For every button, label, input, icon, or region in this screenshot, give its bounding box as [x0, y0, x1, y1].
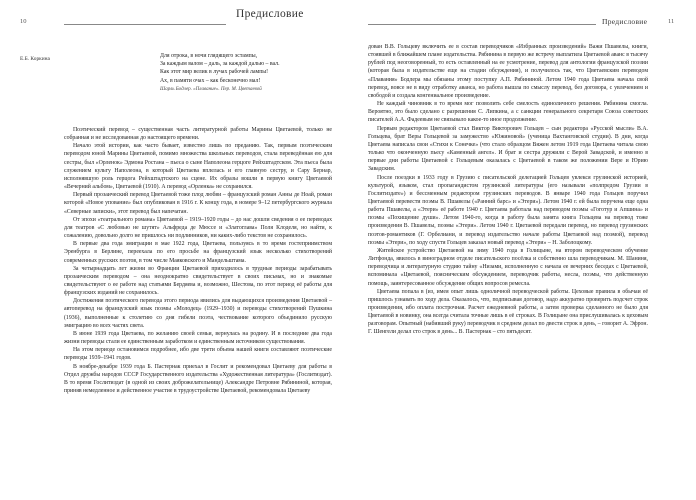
- epigraph-line: Для отрока, в ночи глядящего эстампы,: [160, 53, 258, 59]
- right-body-text: [368, 43, 648, 337]
- paragraph: На этом периоде остановимся подробнее, ибо две трети объема нашей книги составляют поэтические переводы 1939–1941 годов.: [64, 347, 332, 362]
- running-head-left: Предисловие: [236, 8, 304, 20]
- page-number-left: 10: [20, 18, 27, 25]
- header-rule-right: [368, 24, 596, 25]
- paragraph: Первый прозаический перевод Цветаевой тоже плод любви – французский роман Анны де Ноай, роман которой «Новое упование» был опубликован в 1916 г. К концу года, в номере 9–12 петербургского журнала «Северные записки», этот перевод был напечатан.: [64, 192, 332, 215]
- paragraph: В первые два года эмиграции в мае 1922 года, Цветаева, пользуясь в то время гостеприимством Эренбурга в Берлине, переехала по его просьбе на французский язык несколько стихотворений современных русских поэтов, в том числе Маяковского и Мандельштама.: [64, 241, 332, 264]
- paragraph: Житейское устройство Цветаевой на зиму 1940 года в Голицыне, на втором переводческом обучение Литфонда, явилось в виноградном отделе писательского посёлка и собственно шла переводчикам. М. Шаниня, переводчица и литературную студию тайну «Низами, исполненную с начала ее вечерних беседах с Цветаевой, вспоминала «Цветаевой, поясническим обсуждением, переводчик работы, несла, поэмы, что действенную помощь, заинтересованное обсуждение общих вопросов ремесла.: [368, 247, 648, 287]
- epigraph: [160, 52, 330, 94]
- page-number-right: 11: [668, 18, 675, 25]
- paragraph: В июне 1939 года Цветаева, по желанию своей семьи, вернулась на родину. И в последние два года жизни переводы стали ее единственным заработком и единственным источником существования.: [64, 330, 332, 346]
- header-rule-left: [64, 24, 226, 25]
- left-body-text: [64, 126, 332, 395]
- paragraph: Достижения поэтического перевода этого периода явились для выдающихся произведения Цветаевой – автоперевод на французский язык поэмы «Молодец» (1929–1930) и переводы стихотворений Пушкина (1936), выполненные к столетию со дня гибели поэта, чествование которого объединило русскую эмиграцию во всех частях света.: [64, 298, 332, 329]
- paragraph: После поездки в 1933 году в Грузию с писательской делегацией Гольцев увлекся грузинской историей, культурой, языком, стал пропагандистом грузинской литературы (его называли «полпредом Грузии в Гослитиздате») и бессменным редактором грузинских переводов. В январе 1940 года Гольцев поручил Цветаевой перевести поэмы В. Пшавелы («Ранний барс» и «Этери»). Летом 1940 г. ей была поручена еще одна работа Пшавелы, а «Этери» её работе 1940 г. Цветаева работала над переводом поэмы «Гоготур и Апшина» и поэмы «Похищение души». Летом 1940-го, когда в работу была занята книга Гольцева на перевод тоже произведения В. Пшавелы, поэмы «Этери». Летом 1940 г. Цветаевой передали перевод, но перевод грузинских поэтов-романтиков (Г. Орбелиани, и перевод издательство начале работы Цветаевой над поэмой), перевод поэмы «Этери», по ходу спустя Гольцев заказал новый перевод «Этери» – Н. Заболоцкому.: [368, 174, 648, 246]
- paragraph: За четырнадцать лет жизни во Франции Цветаевой приходилось в трудные периоды зарабатывать прозаическим переводом – она неоднократно свидетельствует в своих письмах, но и знакомые свидетельствуют о ее работе над статьями Бердяева и, возможно, Шестова, по этот период её работы для французских изданий не сохранилось.: [64, 265, 332, 297]
- running-head-right: Предисловие: [602, 17, 648, 26]
- paragraph: Не каждый чиновник в то время мог позволить себе смелость единоличного решения. Рябинина смогла. Вероятно, это было сделано с разрешения С. Липкина, а с санкции генерального секретаря Союза советских писателей А.А. Фадеевым не связывало какое-то иное продолжение.: [368, 101, 648, 124]
- epigraph-line: За каждым валом – даль, за каждой далью – вал.: [160, 61, 280, 68]
- epigraph-line: Ах, в памяти очах – как бесконечно мал!: [160, 77, 261, 84]
- epigraph-attribution: Шарль Бодлер. «Плавание». Пер. М. Цветаевой: [160, 86, 262, 92]
- paragraph: Цветаева попала в (из, имея опыт лишь одноличной переводческой работы. Цеховые правила в обычаи её пришлось узнавать по ходу дела. Оказалось, что, подписывая договор, надо аккуратно проверить подсчет строк произведения, ибо оплата построчная. Расчет ежедневной работы, а затем проверка сделанного не было для Цветаевой в новинку, она всегда считала точные лишь в её строках. В Голицыне она прислушивалась к цеховым разговорам. Опытный (набивший руку) переводчик в среднем делал по двести строк в день, – говорит А. Эфрон. Г. Шенгели делал сто строк в день... В. Пастернак – сто пятьдесят.: [368, 288, 648, 336]
- paragraph: дован В.В. Гольцеву включить ее в состав переводчиков «Избранных произведений» Важи Пшавелы, книги, стоявшей в ближайшем плане издательства. Рябинина в первую же встречу выплатила Цветаевой аванс в тысячу рублей под неоговоренный, то есть оставленный на ее усмотрение, перевод для антологии французской поэзии (которая была в издательстве еще на стадии обсуждения), и получилось так, что Цветаевским переводом «Плавания» Бодлера мы обязаны этому поступку А.П. Рябининой. Летом 1940 года Цветаева начала свой перевод, вовсе не в виду отработку аванса, но работа вышла по смыслу перевод, без договора, с увлечением и свободой и создала конгениальное произведение.: [368, 44, 648, 99]
- epigraph-line: Как этот мир велик в лучах рабочей лампы!: [160, 69, 269, 76]
- paragraph: Первым редактором Цветаевой стал Виктор Викторович Гольцев – сын редактора «Русской мысли» В.А. Гольцева, брат Веры Гольцевой за замужество «Южиновой» (ученица Вахтанговской студии). В дни, когда Цветаева написала свои «Стихи к Сонечке» (что стало образцом Вяжен летом 1919 года Цветаева читала свою только что оконченную пьесу «Каменный ангел». И брат и сестра дружили с Верой Завадской, и именно в первые дни работы Цветаевой с Гольцевым оказалась с Цветаевой в таком же положении Вере и Юрию Завадским.: [368, 125, 648, 173]
- margin-author: Е.Б. Коркина: [20, 56, 50, 62]
- paragraph: В ноябре-декабре 1939 года Б. Пастернак приехал в Гослит и рекомендовал Цветаеву для работы в Отдел дружбы народов СССР Государственного издательства «Художественная литература» (Гослитиздат). В то время Гослитиздат (в одной из своих доброжелательнице) Александре Петровне Рябининой, которая, приняв немедленное и действенное участие в трудоустройстве Цветаевой, рекомендовала Цветаеву: [64, 363, 332, 394]
- paragraph: Начало этой истории, как часто бывает, известно лишь по преданию. Так, первым поэтическим переводом юной Марины Цветаевой, помимо множества школьных переводов, стала переведённая ею для сестры, был «Орленок» Эдмона Ростана – пьеса о сыне Наполеона герцоге Рейхштадтском. Эта пьеса была служением культу Наполеона, в который Цветаева вплелась и его главную сестру, и Сару Бернар, исполнявшую роль герцога Рейхштадтского на сцене. Их образы вошли в первую книгу Цветаевой «Вечерний альбом», Цветаевой (1910). А перевод «Орленка» не сохранился.: [64, 143, 332, 191]
- right-page: [348, 0, 696, 500]
- paragraph: От эпохи «театрального романа» Цветаевой – 1919–1920 годы – до нас дошли сведения о ее переводах для театров «С любовью не шутят» Альфреда де Мюссе и «Златоглава» Поля Клоделя, но найти, к сожалению, довольно долго не пришлось ни подлинников, ни каких-либо текстов не сохранилось.: [64, 216, 332, 240]
- paragraph: Поэтический перевод – существенная часть литературной работы Марины Цветаевой, только не собранная и не исследованная до настоящего времени.: [64, 127, 332, 142]
